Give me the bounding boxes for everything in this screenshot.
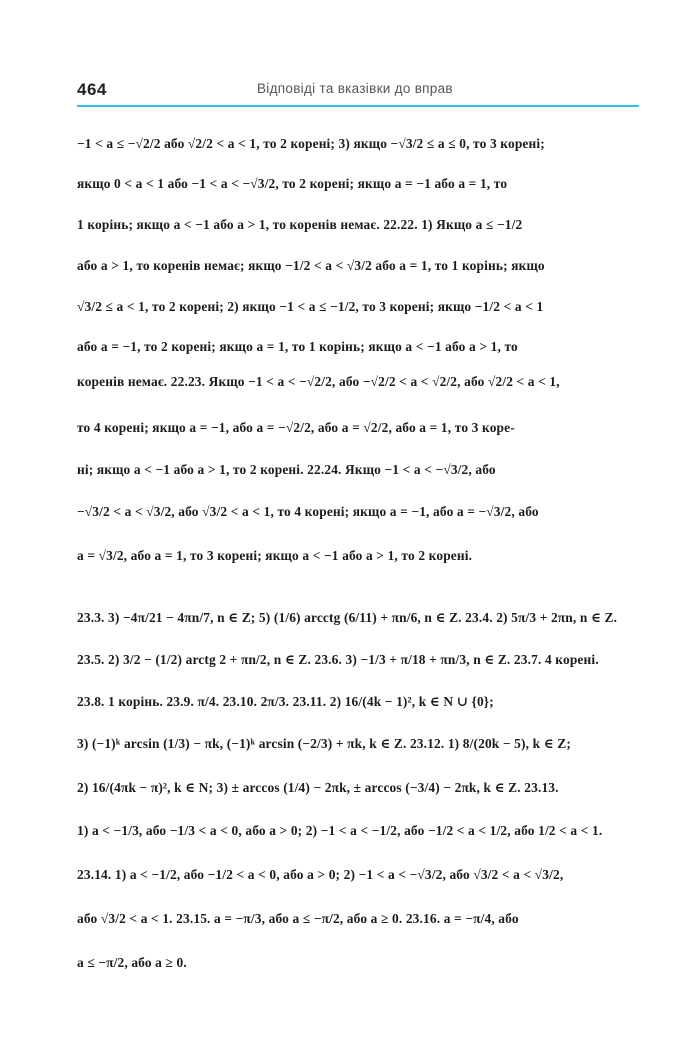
answer-line: коренів немає. 22.23. Якщо −1 < a < −√2/2, або −√2/2 < a < √2/2, або √2/2 < a < 1, bbox=[77, 374, 560, 389]
answer-line: 23.3. 3) −4π/21 − 4πn/7, n ∈ Z; 5) (1/6) arcctg (6/11) + πn/6, n ∈ Z. 23.4. 2) 5π/3 + 2πn, n ∈ Z. bbox=[77, 610, 618, 625]
answer-line: якщо 0 < a < 1 або −1 < a < −√3/2, то 2 корені; якщо a = −1 або a = 1, то bbox=[77, 176, 508, 191]
answer-line: −√3/2 < a < √3/2, або √3/2 < a < 1, то 4 корені; якщо a = −1, або a = −√3/2, або bbox=[77, 504, 539, 519]
page-header bbox=[77, 76, 638, 104]
header-divider bbox=[77, 105, 639, 107]
answer-line: ні; якщо a < −1 або a > 1, то 2 корені. 22.24. Якщо −1 < a < −√3/2, або bbox=[77, 462, 496, 477]
answer-line: 1) a < −1/3, або −1/3 < a < 0, або a > 0; 2) −1 < a < −1/2, або −1/2 < a < 1/2, або 1/2 < a < 1. bbox=[77, 823, 603, 838]
answer-line: 2) 16/(4πk − π)², k ∈ N; 3) ± arccos (1/4) − 2πk, ± arccos (−3/4) − 2πk, k ∈ Z. 23.13. bbox=[77, 780, 559, 795]
answer-line: a = √3/2, або a = 1, то 3 корені; якщо a < −1 або a > 1, то 2 корені. bbox=[77, 548, 473, 563]
page-number: 464 bbox=[77, 80, 107, 99]
answer-line: 23.14. 1) a < −1/2, або −1/2 < a < 0, або a > 0; 2) −1 < a < −√3/2, або √3/2 < a < √3/2, bbox=[77, 867, 564, 882]
answer-line: то 4 корені; якщо a = −1, або a = −√2/2, або a = √2/2, або a = 1, то 3 коре- bbox=[77, 420, 515, 435]
answer-line: a ≤ −π/2, або a ≥ 0. bbox=[77, 955, 187, 970]
answer-line: 3) (−1)ᵏ arcsin (1/3) − πk, (−1)ᵏ arcsin (−2/3) + πk, k ∈ Z. 23.12. 1) 8/(20k − 5), k ∈ Z; bbox=[77, 736, 571, 751]
running-title: Відповіді та вказівки до вправ bbox=[257, 81, 453, 96]
answer-line: або a = −1, то 2 корені; якщо a = 1, то 1 корінь; якщо a < −1 або a > 1, то bbox=[77, 339, 518, 354]
answer-line: або a > 1, то коренів немає; якщо −1/2 < a < √3/2 або a = 1, то 1 корінь; якщо bbox=[77, 258, 545, 273]
answer-line: 23.5. 2) 3/2 − (1/2) arctg 2 + πn/2, n ∈ Z. 23.6. 3) −1/3 + π/18 + πn/3, n ∈ Z. 23.7. 4 корені. bbox=[77, 652, 599, 667]
answer-line: 23.8. 1 корінь. 23.9. π/4. 23.10. 2π/3. 23.11. 2) 16/(4k − 1)², k ∈ N ∪ {0}; bbox=[77, 694, 494, 709]
answer-line: або √3/2 < a < 1. 23.15. a = −π/3, або a ≤ −π/2, або a ≥ 0. 23.16. a = −π/4, або bbox=[77, 911, 519, 926]
answer-line: 1 корінь; якщо a < −1 або a > 1, то коренів немає. 22.22. 1) Якщо a ≤ −1/2 bbox=[77, 217, 523, 232]
answer-line: −1 < a ≤ −√2/2 або √2/2 < a < 1, то 2 корені; 3) якщо −√3/2 ≤ a ≤ 0, то 3 корені; bbox=[77, 136, 545, 151]
answer-line: √3/2 ≤ a < 1, то 2 корені; 2) якщо −1 < a ≤ −1/2, то 3 корені; якщо −1/2 < a < 1 bbox=[77, 299, 544, 314]
